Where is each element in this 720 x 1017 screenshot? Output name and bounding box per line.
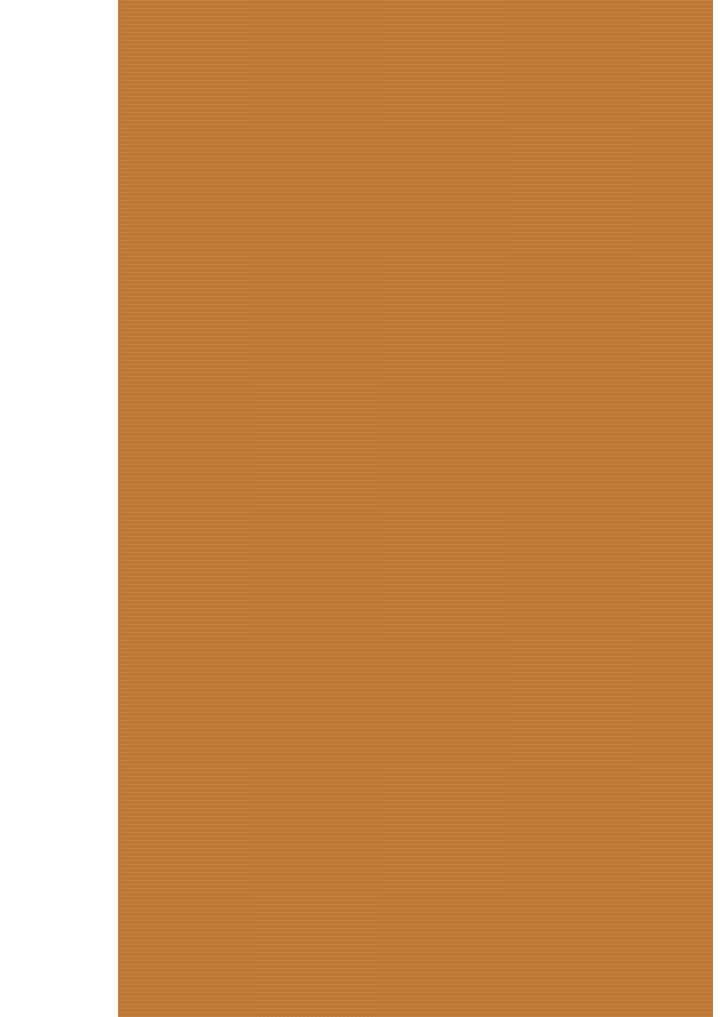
right-margin-strip (713, 0, 720, 1017)
left-margin-strip (0, 0, 118, 1017)
poster-background (118, 0, 720, 1017)
